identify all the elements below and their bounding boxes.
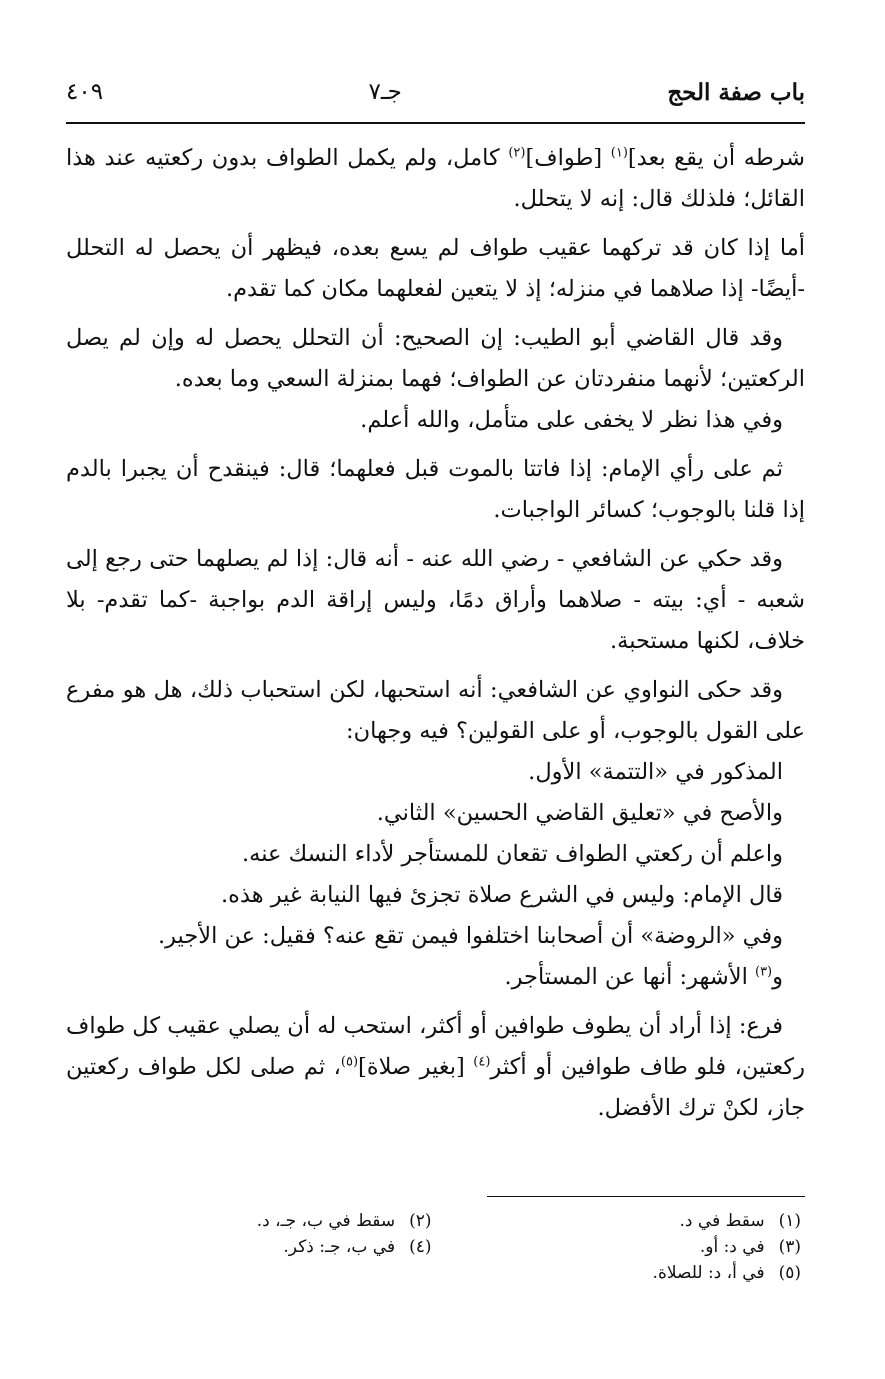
header-rule (66, 122, 805, 124)
paragraph: قال الإمام: وليس في الشرع صلاة تجزئ فيها النيابة غير هذه. (220, 882, 783, 908)
footnote-ref: (٤) (473, 1054, 491, 1070)
main-text (66, 138, 805, 1129)
footnote-rule (487, 1196, 805, 1197)
paragraph: شرطه أن يقع بعد]$^{(١)}$ [طواف]$^{(٢)}$ كامل، ولم يكمل الطواف بدون ركعتيه عند هذا القائل؛ فلذلك قال: إنه لا يتحلل. (66, 145, 805, 212)
footnote-ref: (٢) (508, 145, 526, 161)
paragraph: وقد قال القاضي أبو الطيب: إن الصحيح: أن التحلل يحصل له وإن لم يصل الركعتين؛ لأنهما منفردتان عن الطواف؛ فهما بمنزلة السعي وما بعده. (66, 325, 805, 392)
paragraph: وفي «الروضة» أن أصحابنا اختلفوا فيمن تقع عنه؟ فقيل: عن الأجير. (157, 923, 783, 949)
footnote-row (66, 1234, 805, 1260)
footnote: (٢)سقط في ب، جـ، د. (256, 1211, 432, 1231)
paragraph: والأصح في «تعليق القاضي الحسين» الثاني. (376, 800, 783, 826)
footnotes (66, 1208, 805, 1286)
page-number: ٤٠٩ (66, 79, 104, 105)
running-title: باب صفة الحج (667, 78, 805, 106)
footnote-row (66, 1260, 805, 1286)
paragraph: المذكور في «التتمة» الأول. (528, 759, 783, 785)
paragraph: وقد حكى النواوي عن الشافعي: أنه استحبها، لكن استحباب ذلك، هل هو مفرع على القول بالوجوب، أو على القولين؟ فيه وجهان: (66, 677, 805, 744)
footnote-ref: (١) (610, 145, 628, 161)
footnote: (٤)في ب، جـ: ذكر. (283, 1237, 432, 1257)
footnote: (٣)في د: أو. (699, 1237, 801, 1257)
paragraph: وفي هذا نظر لا يخفى على متأمل، والله أعلم. (360, 407, 783, 433)
footnote: (٥)في أ، د: للصلاة. (652, 1263, 801, 1283)
footnote: (١)سقط في د. (679, 1211, 801, 1231)
footnote-ref: (٣) (754, 964, 773, 980)
paragraph: و$^{(٣)}$ الأشهر: أنها عن المستأجر. (504, 964, 783, 990)
page-header (66, 72, 805, 112)
paragraph: فرع: إذا أراد أن يطوف طوافين أو أكثر، استحب له أن يصلي عقيب كل طواف ركعتين، فلو طاف طوافين أو أكثر$^{(٤)}$ [بغير صلاة]$^{(٥)}$، ثم صلى لكل طواف ركعتين جاز، لكنْ ترك الأفضل. (66, 1013, 805, 1121)
paragraph: وقد حكي عن الشافعي - رضي الله عنه - أنه قال: إذا لم يصلهما حتى رجع إلى شعبه - أي: بيته - صلاهما وأراق دمًا، وليس إراقة الدم بواجبة -كما تقدم- بلا خلاف، لكنها مستحبة. (66, 546, 805, 654)
footnote-row (66, 1208, 805, 1234)
paragraph: أما إذا كان قد تركهما عقيب طواف لم يسع بعده، فيظهر أن يحصل له التحلل -أيضًا- إذا صلاهما في منزله؛ إذ لا يتعين لفعلهما مكان كما تقدم. (66, 235, 805, 302)
footnote-ref: (٥) (340, 1054, 359, 1070)
paragraph: واعلم أن ركعتي الطواف تقعان للمستأجر لأداء النسك عنه. (242, 841, 783, 867)
paragraph: ثم على رأي الإمام: إذا فاتتا بالموت قبل فعلهما؛ قال: فينقدح أن يجبرا بالدم إذا قلنا بالوجوب؛ كسائر الواجبات. (66, 456, 805, 523)
volume-label: جـ٧ (368, 79, 402, 105)
